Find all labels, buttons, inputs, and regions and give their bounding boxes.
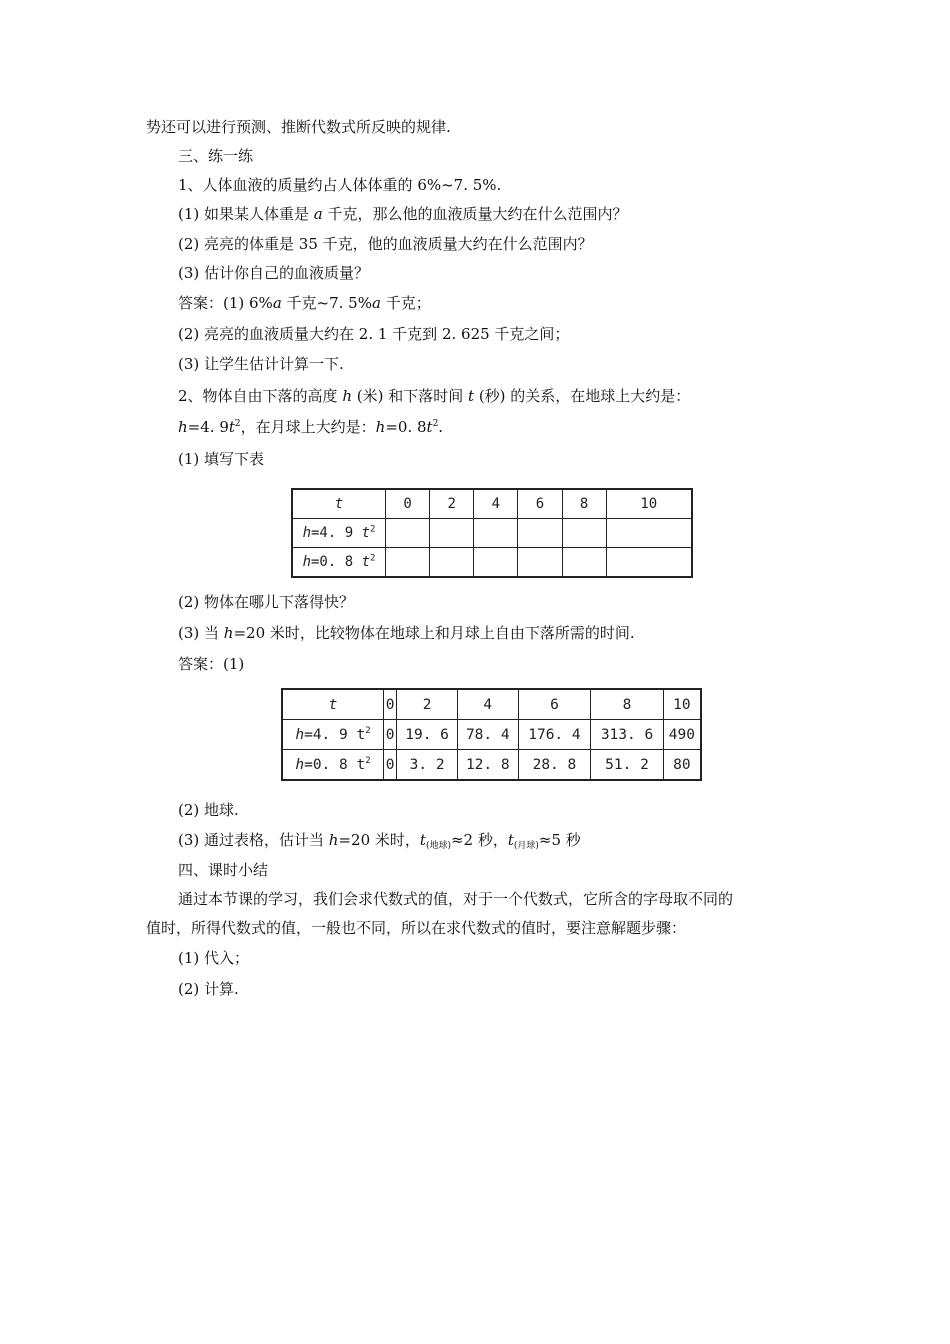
text: (3) 当: [178, 624, 224, 642]
blank-table: [291, 488, 693, 578]
table-cell: 51. 2: [591, 750, 664, 781]
question-2-part-2: [178, 592, 354, 612]
variable: t: [228, 418, 235, 436]
table-cell: [474, 548, 518, 578]
text: ≈5 秒: [538, 831, 581, 849]
variable: h: [375, 418, 386, 436]
question-1-part-1: [178, 204, 628, 224]
table-cell: 3. 2: [397, 750, 458, 781]
text: (2) 亮亮的体重是 35 千克，他的血液质量大约在什么范围内？: [178, 235, 593, 253]
text: (2) 物体在哪儿下落得快？: [178, 593, 355, 611]
table-cell: 78. 4: [457, 720, 518, 750]
table-row: [282, 720, 701, 750]
table-cell: 0: [384, 720, 397, 750]
table-cell: [386, 519, 430, 548]
text: 千克；: [380, 294, 431, 312]
variable: h: [295, 726, 305, 743]
table-cell: 4: [474, 489, 518, 519]
text: (秒) 的关系，在地球上大约是：: [474, 387, 691, 405]
variable: t: [426, 418, 433, 436]
text: 千克~7. 5%: [281, 294, 372, 312]
answer-table: [281, 688, 702, 781]
table-cell: 0: [384, 750, 397, 781]
text: ，在月球上大约是：: [240, 418, 376, 436]
exponent: 2: [370, 524, 376, 535]
table-cell: 10: [663, 689, 701, 720]
subscript: (月球): [513, 841, 539, 851]
table-cell: 28. 8: [518, 750, 591, 781]
text: =20 米时，: [338, 831, 420, 849]
table-cell: [474, 519, 518, 548]
table-header-row: [292, 489, 692, 519]
table-cell: 12. 8: [457, 750, 518, 781]
answer-2-part-3: [178, 830, 581, 856]
text: 四、课时小结: [178, 861, 269, 879]
text: 答案：(1): [178, 655, 245, 673]
row-label: [282, 720, 384, 750]
text: (2) 计算.: [178, 980, 239, 998]
text: =4. 9: [187, 418, 229, 436]
text: 三、练一练: [178, 147, 254, 165]
table-cell: t: [292, 489, 386, 519]
text: (1) 代入；: [178, 949, 250, 967]
variable: h: [178, 418, 188, 436]
text: 千克，那么他的血液质量大约在什么范围内？: [322, 205, 628, 223]
table-cell: [518, 548, 562, 578]
variable: h: [223, 624, 234, 642]
table-row: [282, 750, 701, 781]
summary-step-2: [178, 979, 239, 999]
table-cell: 8: [591, 689, 664, 720]
variable: h: [302, 525, 311, 541]
variable: h: [295, 756, 305, 773]
section-heading-practice: [178, 146, 253, 166]
table-cell: 0: [384, 689, 397, 720]
text: 1、人体血液的质量约占人体体重的 6%~7. 5%.: [178, 176, 502, 194]
answer-2-part-1: [178, 654, 244, 674]
table-cell: [430, 519, 474, 548]
variable: t: [361, 525, 371, 541]
table-cell: 2: [430, 489, 474, 519]
answer-1-part-2: [178, 324, 569, 344]
subscript: (地球): [425, 841, 451, 851]
text: =4. 9 t: [304, 726, 366, 743]
exponent: 2: [234, 419, 241, 429]
row-label: [282, 750, 384, 781]
row-label: [292, 519, 386, 548]
table-cell: [606, 548, 692, 578]
paragraph-line: [146, 117, 451, 137]
text: =4. 9: [311, 525, 362, 541]
table-row: [292, 519, 692, 548]
text: .: [438, 418, 444, 436]
table-cell: [562, 519, 606, 548]
table-cell: [518, 519, 562, 548]
question-1-part-2: [178, 234, 593, 254]
text: (米) 和下落时间: [352, 387, 469, 405]
exponent: 2: [432, 419, 439, 429]
table-cell: 8: [562, 489, 606, 519]
table-cell: 176. 4: [518, 720, 591, 750]
table-cell: [386, 548, 430, 578]
text: =20 米时，比较物体在地球上和月球上自由下落所需的时间.: [233, 624, 635, 642]
variable: h: [342, 387, 352, 405]
text: (2) 亮亮的血液质量大约在 2. 1 千克到 2. 625 千克之间；: [178, 325, 570, 343]
table-cell: [430, 548, 474, 578]
table-cell: 6: [518, 689, 591, 720]
exponent: 2: [365, 725, 371, 736]
text: 值时，所得代数式的值，一般也不同，所以在求代数式的值时，要注意解题步骤：: [146, 919, 687, 937]
section-heading-summary: [178, 860, 268, 880]
table-cell: 6: [518, 489, 562, 519]
table-cell: 313. 6: [591, 720, 664, 750]
table-cell: 19. 6: [397, 720, 458, 750]
text: =0. 8 t: [304, 756, 366, 773]
text: ≈2 秒，: [450, 831, 508, 849]
variable: t: [468, 387, 475, 405]
question-2-part-1: [178, 449, 264, 469]
summary-step-1: [178, 948, 249, 968]
variable: t: [361, 554, 371, 570]
question-1-part-3: [178, 263, 369, 283]
question-1: [178, 175, 501, 195]
table-cell: t: [282, 689, 384, 720]
text: 势还可以进行预测、推断代数式所反映的规律.: [146, 118, 451, 136]
table-cell: 0: [386, 489, 430, 519]
text: =0. 8: [311, 554, 362, 570]
exponent: 2: [370, 553, 376, 564]
variable: t: [419, 831, 426, 849]
answer-2-part-2: [178, 800, 239, 820]
answer-1-part-3: [178, 354, 344, 374]
table-row: [292, 548, 692, 578]
variable: h: [302, 554, 311, 570]
variable: a: [313, 205, 323, 223]
text: 答案：(1) 6%: [178, 294, 273, 312]
table-cell: [606, 519, 692, 548]
formula-line: [178, 417, 443, 437]
question-2-part-3: [178, 623, 635, 643]
variable: t: [507, 831, 514, 849]
summary-line-2: [146, 918, 686, 938]
question-2: [178, 386, 690, 406]
text: 通过本节课的学习，我们会求代数式的值，对于一个代数式，它所含的字母取不同的: [178, 890, 734, 908]
table-cell: 2: [397, 689, 458, 720]
text: (3) 通过表格，估计当: [178, 831, 329, 849]
table-cell: 80: [663, 750, 701, 781]
table-cell: 490: [663, 720, 701, 750]
text: (3) 估计你自己的血液质量？: [178, 264, 370, 282]
summary-line-1: [178, 889, 733, 909]
variable: a: [371, 294, 381, 312]
text: (2) 地球.: [178, 801, 239, 819]
variable: a: [272, 294, 282, 312]
table-cell: 4: [457, 689, 518, 720]
table-cell: [562, 548, 606, 578]
text: (1) 如果某人体重是: [178, 205, 314, 223]
text: (1) 填写下表: [178, 450, 265, 468]
text: 2、物体自由下落的高度: [178, 387, 343, 405]
row-label: [292, 548, 386, 578]
variable: h: [328, 831, 339, 849]
answer-1-part-1: [178, 293, 431, 313]
table-header-row: [282, 689, 701, 720]
text: (3) 让学生估计计算一下.: [178, 355, 344, 373]
exponent: 2: [365, 755, 371, 766]
text: =0. 8: [385, 418, 427, 436]
table-cell: 10: [606, 489, 692, 519]
